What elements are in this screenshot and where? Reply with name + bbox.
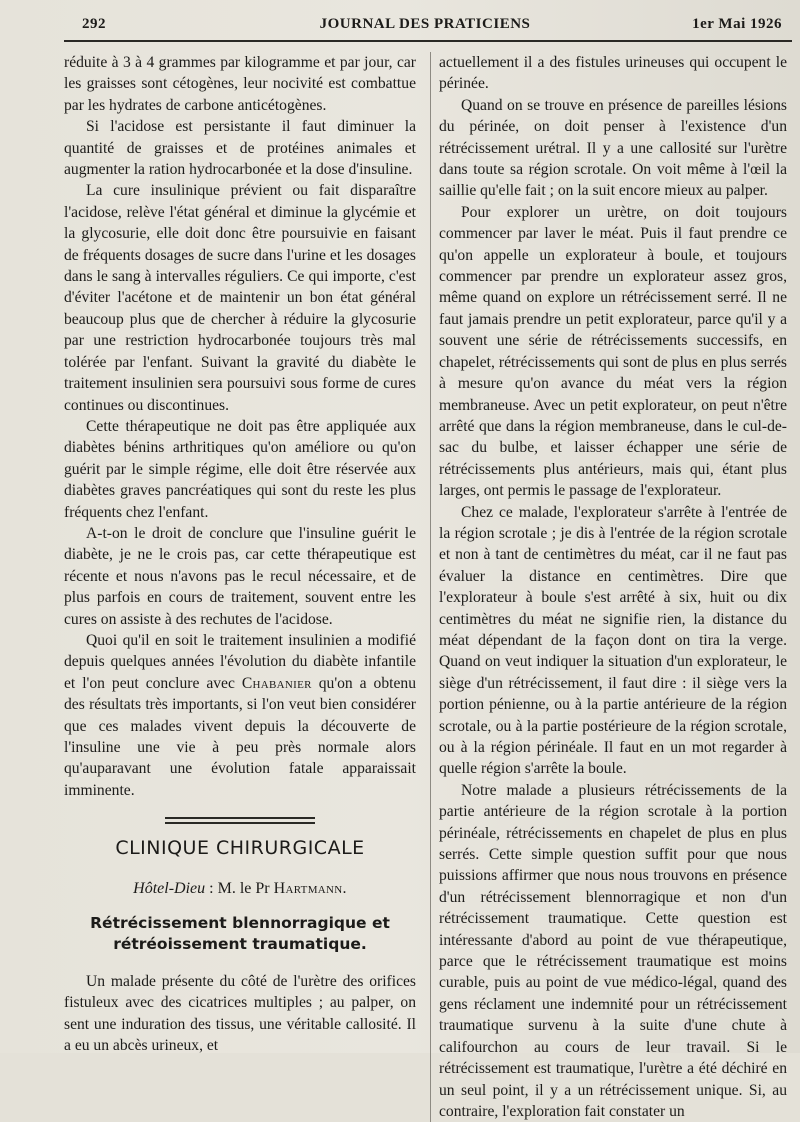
professor-name: Hartmann. — [273, 879, 347, 897]
hospital-separator: : M. le Pr — [205, 879, 274, 897]
case-intro-paragraph: Un malade présente du côté de l'urètre des orifices fistuleux avec des cicatrices multiples ; au palper, on sent une induration des tissus, une véritable callosité. Il a eu un abcès urineux, et — [64, 973, 416, 1055]
paragraph: Chez ce malade, l'explorateur s'arrête à l'entrée de la région scrotale ; je dis à l'entrée de la région scrotale et non à tant de centimètres du méat, car il ne faut pas évaluer la distance en centimètres. Dire que l'explorateur à boule s'est arrêté à six, huit ou dix centimètres du méat ne signifie rien, la distance du méat dépendant de la façon dont on tira la verge. Quand on veut indiquer la situation d'un explorateur, le siège d'un rétrécissement, il faut dire : il siège vers la portion pénienne, ou à la partie antérieure de la région scrotale, ou à la partie postérieure de la région scrotale, ou à la région périnéale. Il faut en un mot regarder à quelle région s'arrête la boule. — [439, 503, 787, 778]
case-title-line: rétréoissement traumatique. — [113, 935, 367, 954]
paragraph: actuellement il a des fistules urineuses qui occupent le périnée. — [439, 54, 787, 93]
paragraph: Quand on se trouve en présence de pareilles lésions du périnée, on doit penser à l'existence d'un rétrécissement urétral. Il y a une callosité sur l'urètre dans toute sa région scrotale. On voit même à l'œil la saillie qu'elle fait ; on la suit encore mieux au palper. — [439, 96, 787, 200]
hospital-name: Hôtel-Dieu — [133, 879, 206, 897]
running-head — [64, 16, 786, 38]
section-title: CLINIQUE CHIRURGICALE — [115, 837, 365, 860]
paragraph: Notre malade a plusieurs rétrécissements de la partie antérieure de la région scrotale à la portion périnéale, rétrécissements en chapelet de plus en plus serrés. Cette simple question suffit pour que nous puissions affirmer que nous nous trouvons en présence d'un rétrécissement blennorragique et non d'un rétrécissement traumatique. Cette question est intéressante d'abord au point de vue thérapeutique, parce que le rétrécissement traumatique est moins curable, puis au point de vue médico-légal, quand des gens réclament une indemnité pour un rétrécissement traumatique survenu à la suite d'une chute à califourchon au cours de leur travail. Si le rétrécissement est traumatique, l'urètre a été déchiré en un seul point, il y a un rétrécissement unique. Si, au contraire, l'exploration fait constater un — [439, 781, 787, 1120]
paragraph-conclusion — [64, 630, 416, 801]
left-column — [64, 52, 416, 1057]
paragraph: A-t-on le droit de conclure que l'insuline guérit le diabète, je ne le crois pas, car cette thérapeutique est récente et nous n'avons pas le recul nécessaire, et de plus parfois en cours de traitement, souvent entre les cures on assiste à des rechutes de l'acidose. — [64, 524, 416, 628]
paragraph: Cette thérapeutique ne doit pas être appliquée aux diabètes bénins arthritiques qu'on améliore ou qu'on guérit par le simple régime, elle doit être réservée aux diabètes graves pancréatiques qui sont du reste les plus fréquents chez l'enfant. — [64, 417, 416, 521]
paragraph: réduite à 3 à 4 grammes par kilogramme et par jour, car les graisses sont cétogènes, leur nocivité est combattue par les hydrates de carbone anticétogènes. — [64, 54, 416, 114]
paragraph: Pour explorer un urètre, on doit toujours commencer par laver le méat. Puis il faut prendre ce qu'on appelle un explorateur à boule, et toujours commencer par prendre un explorateur assez gros, même quand on explore un rétrécissement serré. Il ne faut jamais prendre un petit explorateur, parce qu'il y a souvent une série de rétrécissements successifs, en chapelet, rétrécissements qui sont de plus en plus serrés à mesure qu'on avance du méat vers la région membraneuse. Avec un petit explorateur, on peut n'être arrêté que dans la région membraneuse, dans le cul-de-sac du bulbe, et laisser échapper une série de rétrécissements plus antérieurs, mais qui, étant plus larges, ont permis le passage de l'explorateur. — [439, 203, 787, 500]
conclusion-text-before: Quoi qu'il en soit le traitement insulinien a modifié depuis quelques années l'évolution du diabète infantile et l'on peut conclure avec — [64, 631, 416, 692]
section-divider — [165, 817, 315, 824]
paragraph: La cure insulinique prévient ou fait disparaître l'acidose, relève l'état général et diminue la glycémie et la glycosurie, elle doit donc être poursuivie en faisant de fréquents dosages de sucre dans l'urine et les dosages dans le sang à intervalles réguliers. Ce qui importe, c'est d'éviter l'acétone et de maintenir un bon état général beaucoup plus que de chercher à réduire la glycosurie par une restriction hydrocarbonée toujours très mal tolérée par l'enfant. Suivant la gravité du diabète le traitement insulinien sera poursuivi sous forme de cures continues ou discontinues. — [64, 182, 416, 414]
right-column — [430, 52, 787, 1122]
author-name: Chabanier — [241, 674, 312, 692]
conclusion-text-after: qu'on a obtenu des résultats très importants, si l'on veut bien considérer que ces malades vivent depuis la découverte de l'insuline une vie à peu près normale alors qu'auparavant une évolution fatale apparaissait imminente. — [64, 674, 416, 799]
case-title — [64, 913, 416, 955]
issue-date: 1er Mai 1926 — [692, 16, 782, 32]
page-number: 292 — [82, 16, 106, 32]
header-rule — [64, 40, 792, 42]
case-title-line: Rétrécissement blennorragique et — [90, 914, 390, 933]
paragraph: Si l'acidose est persistante il faut diminuer la quantité de graisses et de protéines animales et augmenter la ration hydrocarbonée et la dose d'insuline. — [64, 118, 416, 179]
journal-title: JOURNAL DES PRATICIENS — [319, 16, 531, 32]
hospital-line — [64, 878, 416, 899]
